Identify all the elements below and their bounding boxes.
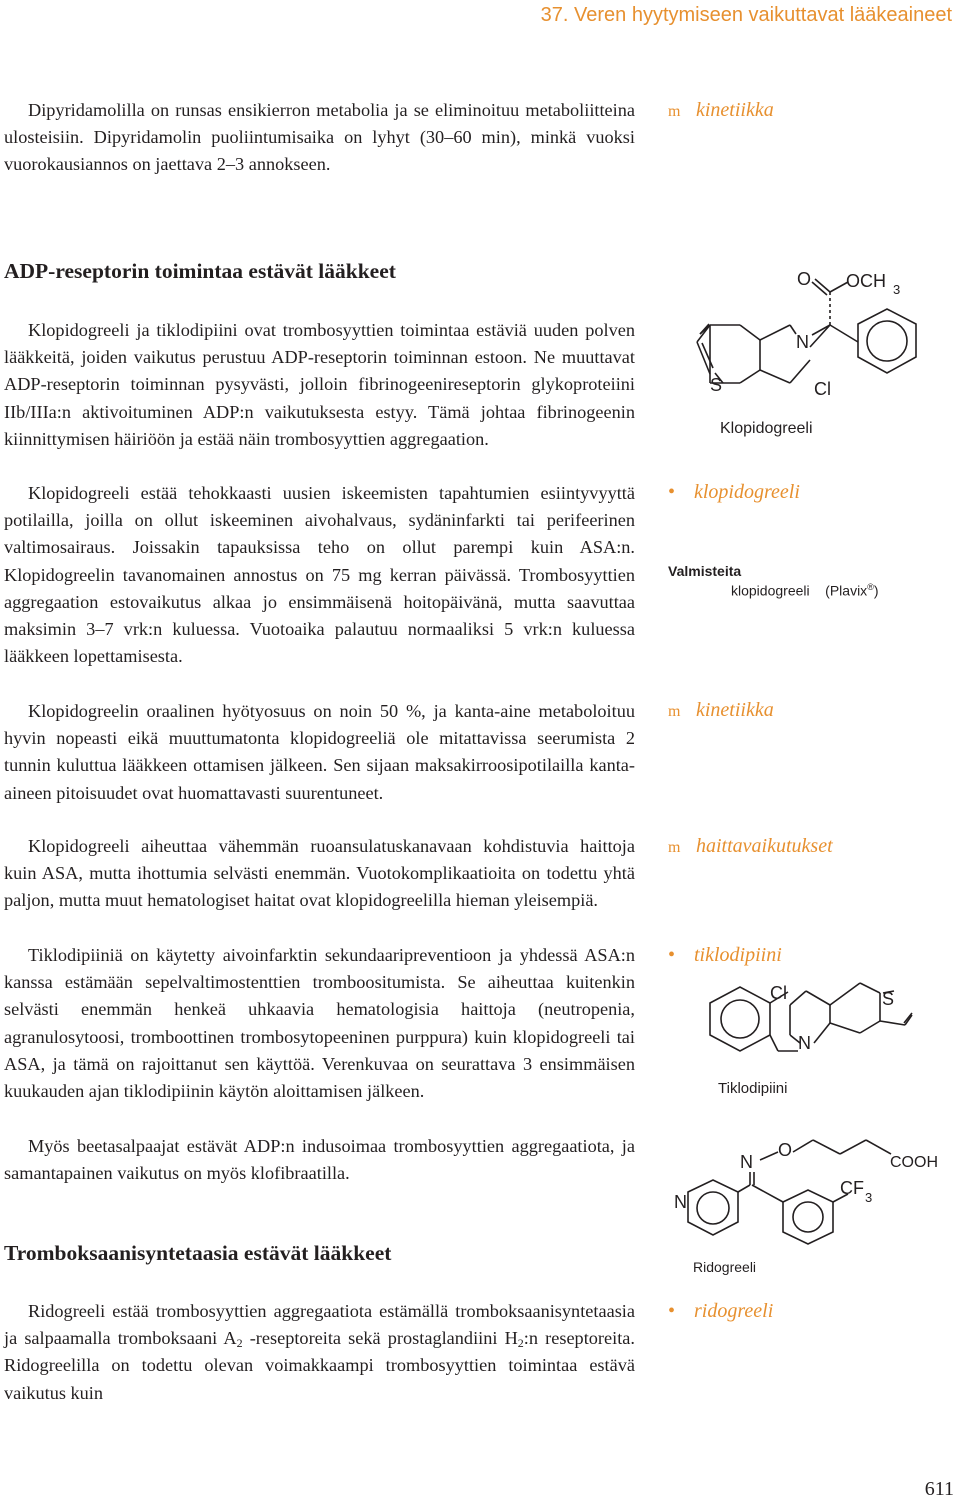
margin-note-tiklodipiini <box>668 944 782 967</box>
ridogreeli-structure <box>668 1130 958 1245</box>
paragraph-adp-5: Tiklodipiiniä on käytetty aivoinfarktin sekundaaripreventioon ja yhdessä ASA:n kanssa estämään sepelvaltimostenttien tromboositumista. Se aiheuttaa kuitenkin selvästi enemmän henkeä uhkaavia hematologisia haittoja (neutropenia, agranulosytoosi, tromboottinen trombosytopeeninen purppura) kuin klopidogreeli tai ASA, ja tämä on rajoittanut sen käyttöä. Verenkuvaa on seurattava 3 ensimmäisen kuukauden ajan tiklodipiinin käytön aloittamisen jälkeen. <box>4 945 635 1102</box>
subscript-3: 3 <box>893 282 901 297</box>
margin-symbol: m <box>668 839 681 856</box>
intro-paragraph: Dipyridamolilla on runsas ensikierron metabolia ja se eliminoituu metaboliitteina ulosteisiin. Dipyridamolin puoliintumisaika on lyhyt (30–60 min), minkä vuoksi vuorokausiannos on jaettava 2–3 annokseen. <box>4 100 635 175</box>
margin-bullet: • <box>668 944 676 966</box>
margin-note-kinetiikka-2 <box>668 699 774 722</box>
margin-note-klopidogreeli <box>668 481 800 504</box>
atom-OCH: OCH <box>846 271 886 291</box>
margin-bullet: • <box>668 1300 676 1322</box>
atom-Cl: Cl <box>814 379 831 399</box>
margin-keyword: kinetiikka <box>696 699 774 721</box>
margin-keyword: ridogreeli <box>694 1300 774 1322</box>
paragraph-adp-2: Klopidogreeli estää tehokkaasti uusien iskeemisten tapahtumien esiintyvyyttä potilailla, joilla on ollut iskeeminen aivohalvaus, sydäninfarkti tai perifeerinen valtimosairaus. Joissakin tapauksissa teho on ollut parempi kuin ASA:n. Klopidogreelin tavanomainen annostus on 75 mg kerran päivässä. Trombosyyttien aggregaation estovaikutus alkaa jo ensimmäisenä hoitopäivänä, mutta saavuttaa maksimin 3–7 vrk:n kuluessa. Vuotoaika palautuu normaaliksi 5 vrk:n kuluessa lääkkeen lopettamisesta. <box>4 483 635 667</box>
klopidogreeli-structure-label: Klopidogreeli <box>720 420 813 437</box>
atom-N: N <box>796 332 809 352</box>
atom-S: S <box>882 989 895 1009</box>
atom-N: N <box>740 1152 753 1172</box>
margin-keyword: klopidogreeli <box>694 481 800 503</box>
preparations-title: Valmisteita <box>668 563 742 579</box>
atom-CF: CF <box>840 1178 864 1198</box>
tiklodipiini-structure <box>680 975 950 1075</box>
section-heading-tromboksaani: Tromboksaanisyntetaasia estävät lääkkeet <box>4 1241 392 1265</box>
atom-COOH: COOH <box>890 1154 938 1171</box>
paragraph-adp-4: Klopidogreeli aiheuttaa vähemmän ruoansulatuskanavaan kohdistuvia haittoja kuin ASA, mutta ihottumia selvästi enemmän. Vuotokomplikaatioita on todettu yhtä paljon, mutta muut hematologiset haitat ovat klopidogreelilla hieman yleisempiä. <box>4 836 635 911</box>
page-number: 611 <box>924 1478 954 1500</box>
atom-N: N <box>798 1033 811 1053</box>
paragraph-adp-3: Klopidogreelin oraalinen hyötyosuus on noin 50 %, ja kanta-aine metaboloituu hyvin nopeasti eikä muuttumatonta klopidogreeliä ole mitattavissa seerumista 2 tunnin kuluttua lääkkeen ottamisen jälkeen. Sen sijaan maksakirroosipotilailla kanta-aineen pitoisuudet ovat huomattavasti suurentuneet. <box>4 701 635 803</box>
paragraph-ridogreeli: Ridogreeli estää trombosyyttien aggregaatiota estämällä tromboksaanisyntetaasia ja salpaamalla tromboksaani $A_2$ -reseptoreita sekä prostaglandiini $H_2:n$ reseptoreita. Ridogreelilla on todettu olevan voimakkaampi trombosyyttien toimintaa estävä vaikutus kuin <box>4 1301 635 1403</box>
paragraph-adp-1: Klopidogreeli ja tiklodipiini ovat trombosyyttien toimintaa estäviä uuden polven lääkkeitä, joiden vaikutus perustuu ADP-reseptorin toiminnan estoon. Ne muuttavat ADP-reseptorin toiminnan pysyvästi, jolloin fibrinogeenireseptorin glykoproteiini IIb/IIIa:n aktivoituminen ADP:n vaikutuksesta estyy. Tämä johtaa fibrinogeenin kiinnittymisen häiriöön ja estää näin trombosyyttien aggregaation. <box>4 320 635 449</box>
atom-N-pyridine: N <box>674 1192 687 1212</box>
atom-Cl: Cl <box>770 983 787 1003</box>
margin-note-haittavaikutukset <box>668 835 833 858</box>
margin-note-ridogreeli <box>668 1300 773 1323</box>
margin-keyword: tiklodipiini <box>694 944 782 966</box>
margin-symbol: m <box>668 103 681 120</box>
margin-note-kinetiikka-1 <box>668 99 774 122</box>
margin-keyword: kinetiikka <box>696 99 774 121</box>
paragraph-adp-6: Myös beetasalpaajat estävät ADP:n indusoimaa trombosyyttien aggregaatiota, ja samantapainen vaikutus on myös klofibraatilla. <box>4 1136 635 1184</box>
preparation-item: klopidogreeli (Plavix®) <box>731 582 879 599</box>
running-head: 37. Veren hyytymiseen vaikuttavat lääkeaineet <box>540 4 952 26</box>
klopidogreeli-structure <box>660 262 960 412</box>
subscript-3: 3 <box>865 1190 873 1205</box>
atom-O: O <box>797 269 812 289</box>
ridogreeli-structure-label: Ridogreeli <box>693 1259 757 1275</box>
atom-S: S <box>710 375 723 395</box>
tiklodipiini-structure-label: Tiklodipiini <box>718 1080 788 1097</box>
margin-symbol: m <box>668 703 681 720</box>
margin-keyword: haittavaikutukset <box>696 835 833 857</box>
atom-O: O <box>778 1140 793 1160</box>
section-heading-adp: ADP-reseptorin toimintaa estävät lääkkeet <box>4 259 396 283</box>
margin-bullet: • <box>668 481 676 503</box>
